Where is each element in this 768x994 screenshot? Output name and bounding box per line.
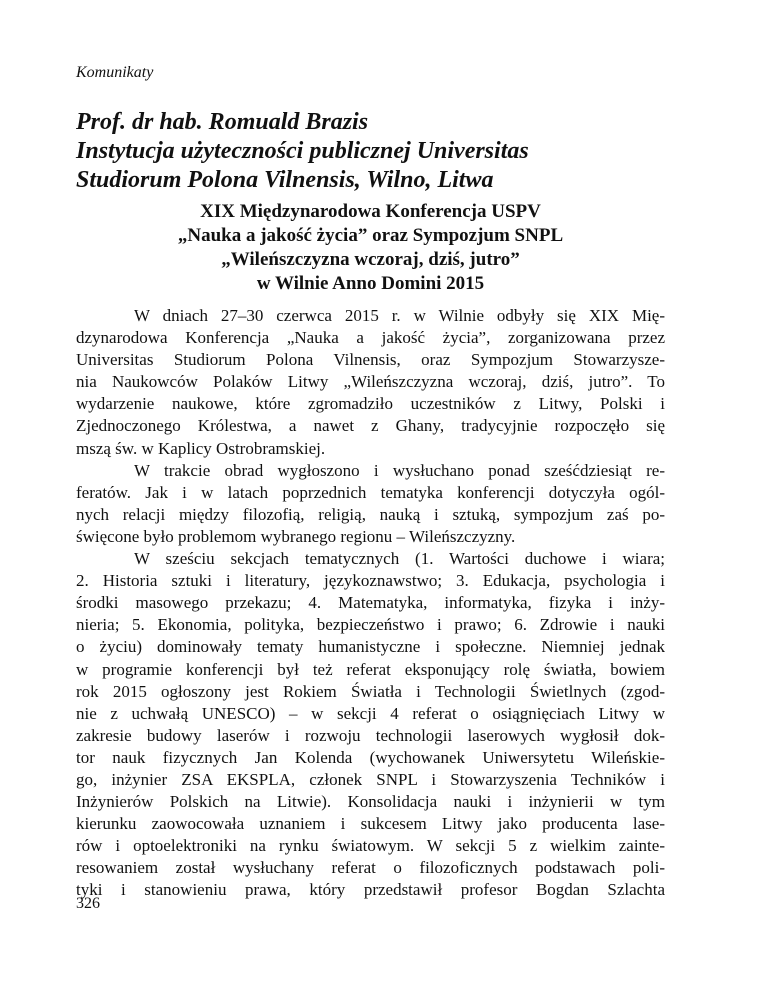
author-block — [76, 108, 665, 195]
paragraph-1 — [76, 305, 665, 460]
text-line: nie z uchwałą UNESCO) – w sekcji 4 referat o osiągnięciach Litwy w — [76, 703, 665, 723]
text-line: tyki i stanowieniu prawa, który przedstawił profesor Bogdan Szlachta — [76, 880, 665, 900]
title-line: „Wileńszczyzna wczoraj, dziś, jutro” — [221, 249, 520, 270]
author-affiliation-line: Studiorum Polona Vilnensis, Wilno, Litwa — [76, 167, 494, 193]
text-line: kierunku zaowocowała uznaniem i sukcesem Litwy jako producenta lase- — [76, 814, 665, 834]
text-line: o życiu) dominowały tematy humanistyczne i społeczne. Niemniej jednak — [76, 637, 665, 657]
text-line: tor nauk fizycznych Jan Kolenda (wychowanek Uniwersytetu Wileńskie- — [76, 747, 665, 767]
text-line: środki masowego przekazu; 4. Matematyka, informatyka, fizyka i inży- — [76, 593, 665, 613]
text-line: W sześciu sekcjach tematycznych (1. Wartości duchowe i wiara; — [134, 549, 665, 569]
text-line: wydarzenie naukowe, które zgromadziło uczestników z Litwy, Polski i — [76, 394, 665, 414]
text-line: nych relacji między filozofią, religią, nauką i sztuką, sympozjum zaś po- — [76, 504, 665, 524]
text-line: Zjednoczonego Królestwa, a nawet z Ghany, tradycyjnie rozpoczęło się — [76, 416, 665, 436]
title-line: „Nauka a jakość życia” oraz Sympozjum SNPL — [177, 225, 564, 246]
text-line: dzynarodowa Konferencja „Nauka a jakość życia”, zorganizowana przez — [76, 328, 665, 348]
author-name-line: Prof. dr hab. Romuald Brazis — [76, 109, 369, 135]
text-line: w programie konferencji był też referat eksponujący rolę światła, bowiem — [76, 659, 665, 679]
text-line: W dniach 27–30 czerwca 2015 r. w Wilnie odbyły się XIX Mię- — [134, 306, 665, 325]
body-text — [76, 305, 665, 902]
page — [76, 0, 665, 994]
text-line: rów i optoelektroniki na rynku światowym. W sekcji 5 z wielkim zainte- — [76, 836, 665, 856]
text-line: Inżynierów Polskich na Litwie). Konsolidacja nauki i inżynierii w tym — [76, 792, 665, 812]
running-head: Komunikaty — [76, 64, 154, 81]
text-line: święcone było problemom wybranego regionu – Wileńszczyzny. — [76, 526, 516, 546]
title-line: w Wilnie Anno Domini 2015 — [256, 273, 485, 294]
page-number: 326 — [76, 895, 100, 912]
text-line: mszą św. w Kaplicy Ostrobramskiej. — [76, 438, 326, 458]
text-line: nia Naukowców Polaków Litwy „Wileńszczyzna wczoraj, dziś, jutro”. To — [76, 372, 665, 392]
paragraph-2 — [76, 460, 665, 548]
text-line: go, inżynier ZSA EKSPLA, członek SNPL i Stowarzyszenia Techników i — [76, 769, 665, 789]
article-title — [76, 200, 665, 296]
text-line: zakresie budowy laserów i rozwoju technologii laserowych wygłosił dok- — [76, 725, 665, 745]
text-line: W trakcie obrad wygłoszono i wysłuchano ponad sześćdziesiąt re- — [134, 460, 665, 480]
text-line: feratów. Jak i w latach poprzednich tematyka konferencji dotyczyła ogól- — [76, 482, 665, 502]
text-line: resowaniem został wysłuchany referat o filozoficznych podstawach poli- — [76, 858, 665, 878]
text-line: 2. Historia sztuki i literatury, językoznawstwo; 3. Edukacja, psychologia i — [76, 571, 665, 591]
text-line: rok 2015 ogłoszony jest Rokiem Światła i Technologii Świetlnych (zgod- — [76, 681, 665, 701]
text-line: nieria; 5. Ekonomia, polityka, bezpieczeństwo i prawo; 6. Zdrowie i nauki — [76, 615, 665, 635]
text-line: Universitas Studiorum Polona Vilnensis, oraz Sympozjum Stowarzysze- — [76, 350, 665, 370]
paragraph-3 — [76, 548, 665, 902]
author-affiliation-line: Instytucja użyteczności publicznej Universitas — [76, 138, 529, 164]
title-line: XIX Międzynarodowa Konferencja USPV — [200, 201, 541, 222]
